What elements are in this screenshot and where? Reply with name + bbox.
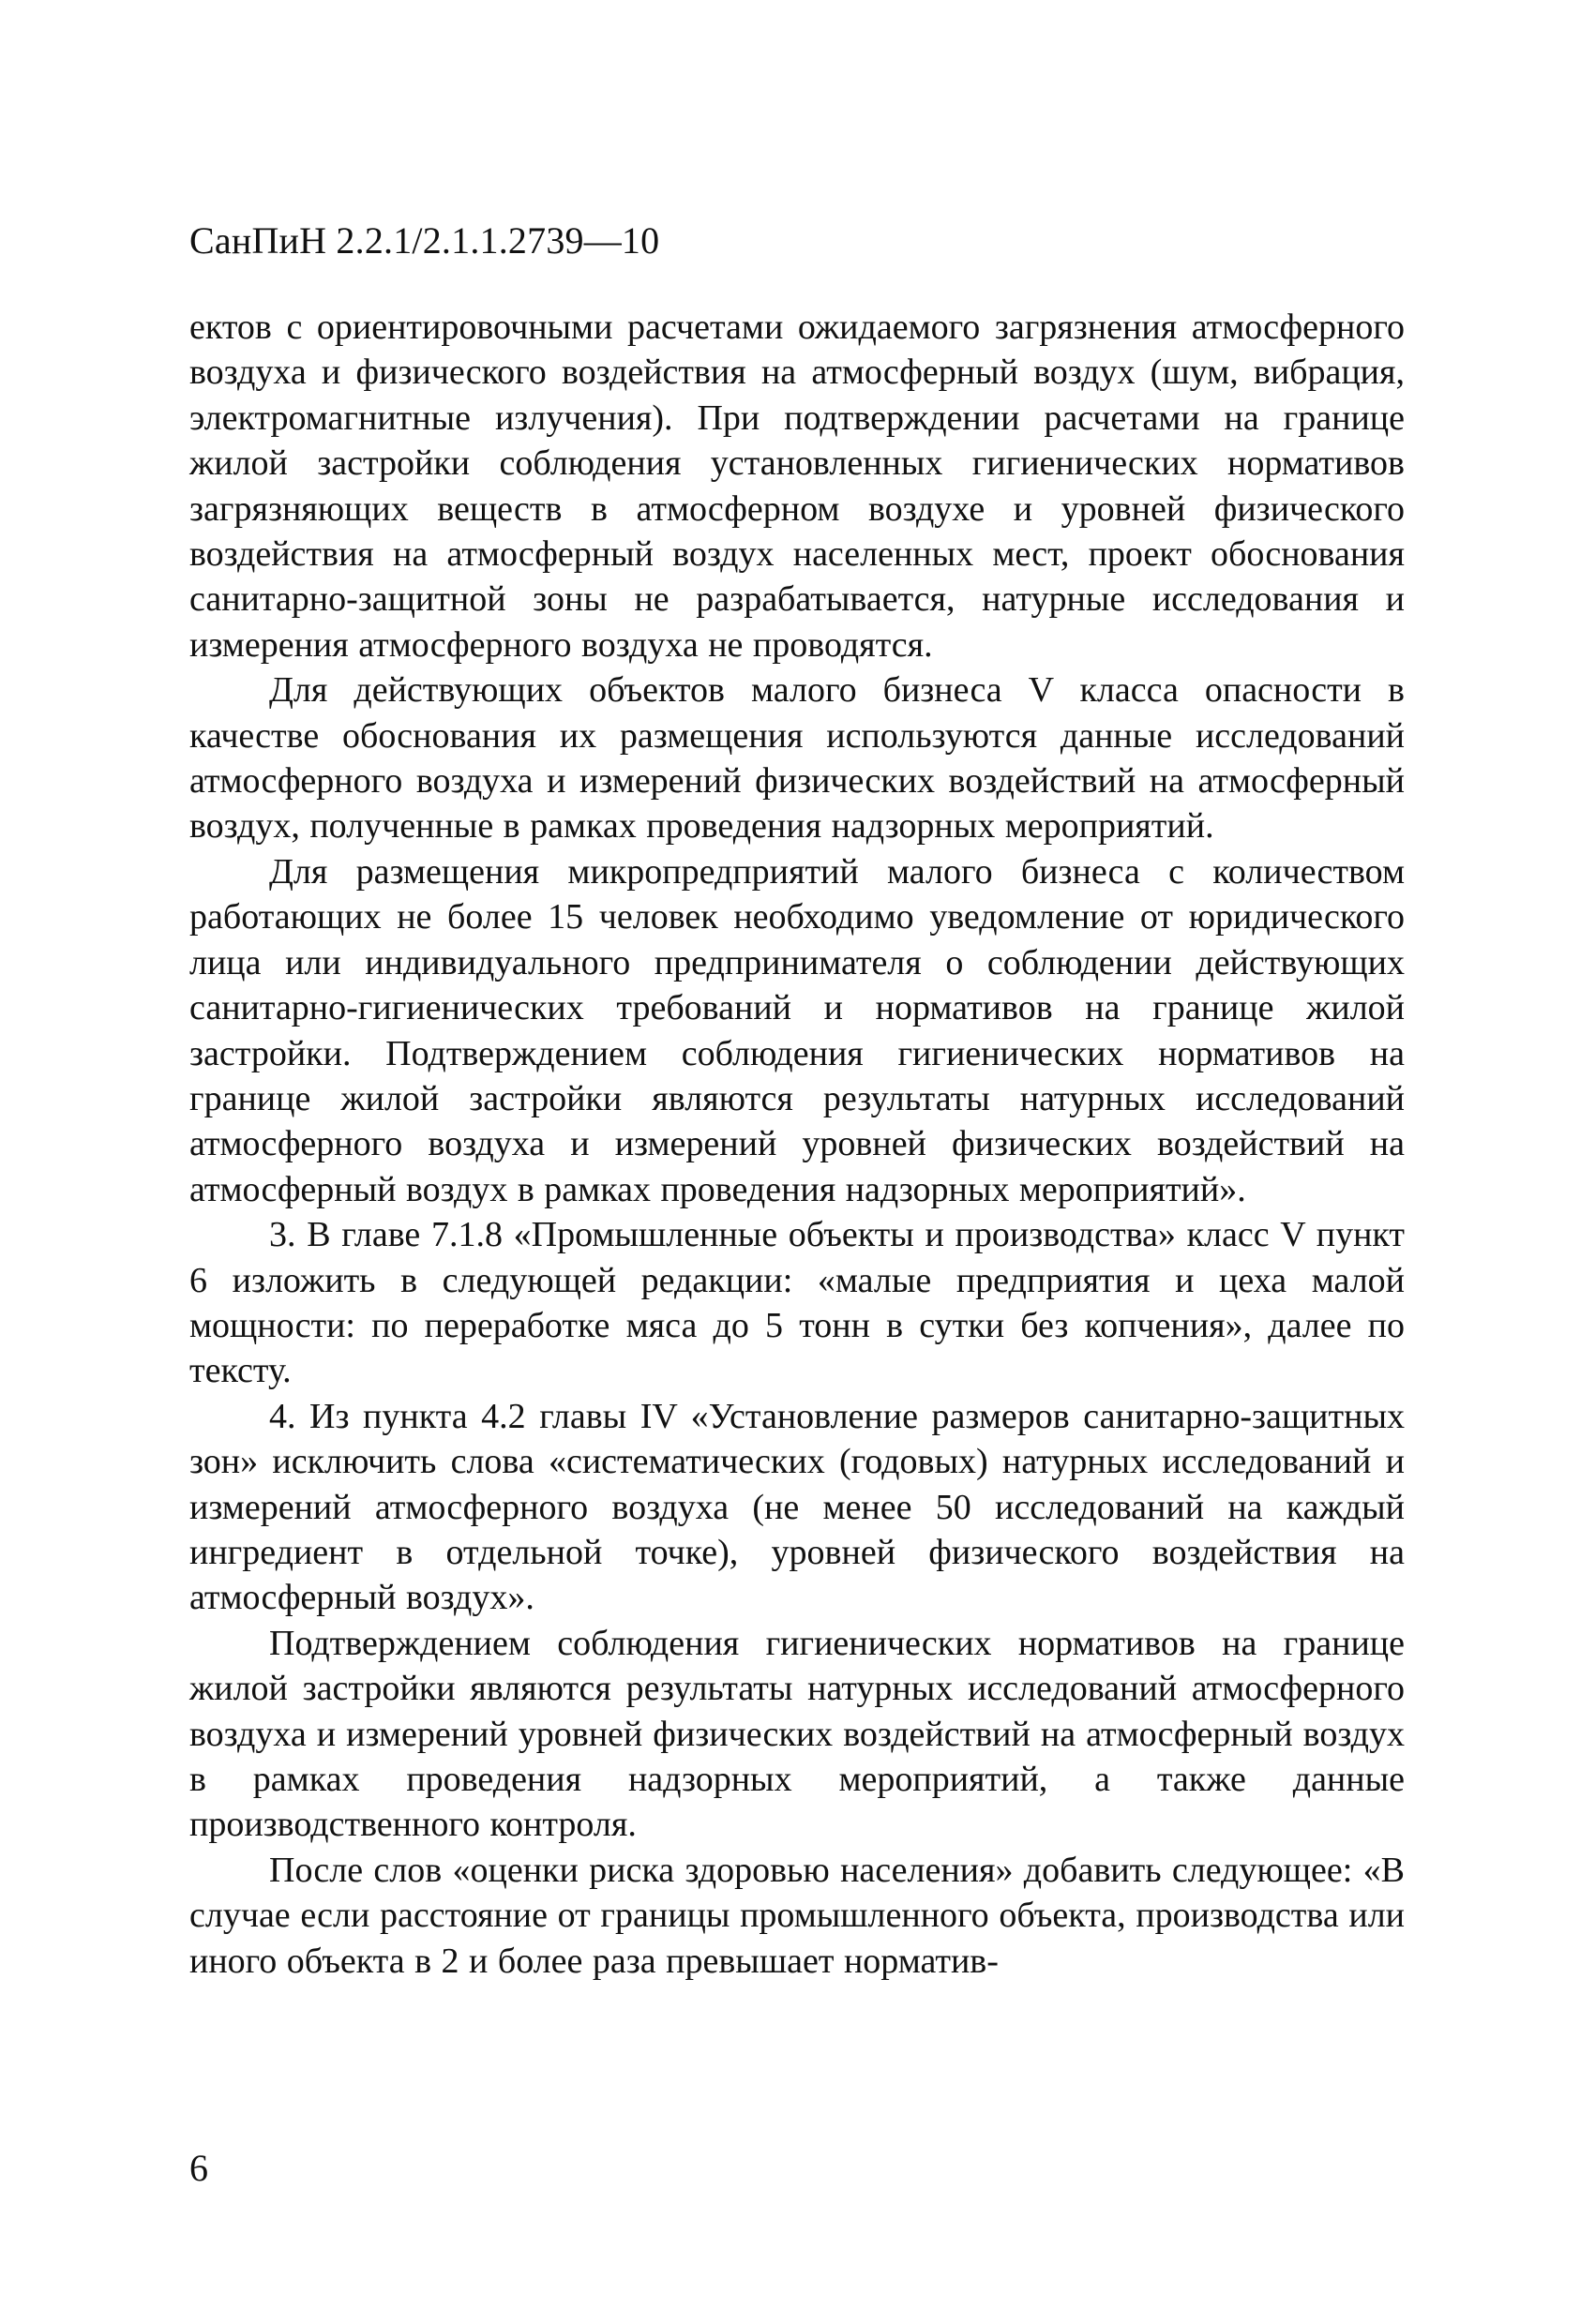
paragraph-small-business-class-v: Для действующих объектов малого бизнеса V класса опасности в качестве обоснования их размещения используются данные исследований атмосферного воздуха и измерений физических воздействий на атмосферный воздух, полученные в рамках проведения надзорных мероприятий. <box>189 670 1405 847</box>
paragraph-micro-enterprises: Для размещения микропредприятий малого бизнеса с количеством работающих не более 15 человек необходимо уведомление от юридического лица или индивидуального предпринимателя о соблюдении действующих санитарно-гигиенических требований и нормативов на границе жилой застройки. Подтверждением соблюдения гигиенических нормативов на границе жилой застройки являются результаты натурных исследований атмосферного воздуха и измерений уровней физических воздействий на атмосферный воздух в рамках проведения надзорных мероприятий». <box>189 851 1405 1209</box>
paragraph-compliance-confirmation: Подтверждением соблюдения гигиенических нормативов на границе жилой застройки являются результаты натурных исследований атмосферного воздуха и измерений уровней физических воздействий на атмосферный воздух в рамках проведения надзорных мероприятий, а также данные производственного контроля. <box>189 1623 1405 1845</box>
paragraph-risk-assessment-addition: После слов «оценки риска здоровью населения» добавить следующее: «В случае если расстояние от границы промышленного объекта, производства или иного объекта в 2 и более раза превышает норматив- <box>189 1850 1405 1981</box>
paragraph-item-3: 3. В главе 7.1.8 «Промышленные объекты и производства» класс V пункт 6 изложить в следующей редакции: «малые предприятия и цеха малой мощности: по переработке мяса до 5 тонн в сутки без копчения», далее по тексту. <box>189 1215 1405 1391</box>
paragraph-continuation: ектов с ориентировочными расчетами ожидаемого загрязнения атмосферного воздуха и физического воздействия на атмосферный воздух (шум, вибрация, электромагнитные излучения). При подтверждении расчетами на границе жилой застройки соблюдения установленных гигиенических нормативов загрязняющих веществ в атмосферном воздухе и уровней физического воздействия на атмосферный воздух населенных мест, проект обоснования санитарно-защитной зоны не разрабатывается, натурные исследования и измерения атмосферного воздуха не проводятся. <box>189 307 1405 665</box>
document-header: СанПиН 2.2.1/2.1.1.2739—10 <box>189 219 660 262</box>
page-number: 6 <box>189 2147 208 2189</box>
document-body <box>189 305 1405 1984</box>
paragraph-item-4: 4. Из пункта 4.2 главы IV «Установление размеров санитарно-защитных зон» исключить слова «систематических (годовых) натурных исследований и измерений атмосферного воздуха (не менее 50 исследований на каждый ингредиент в отдельной точке), уровней физического воздействия на атмосферный воздух». <box>189 1396 1405 1618</box>
